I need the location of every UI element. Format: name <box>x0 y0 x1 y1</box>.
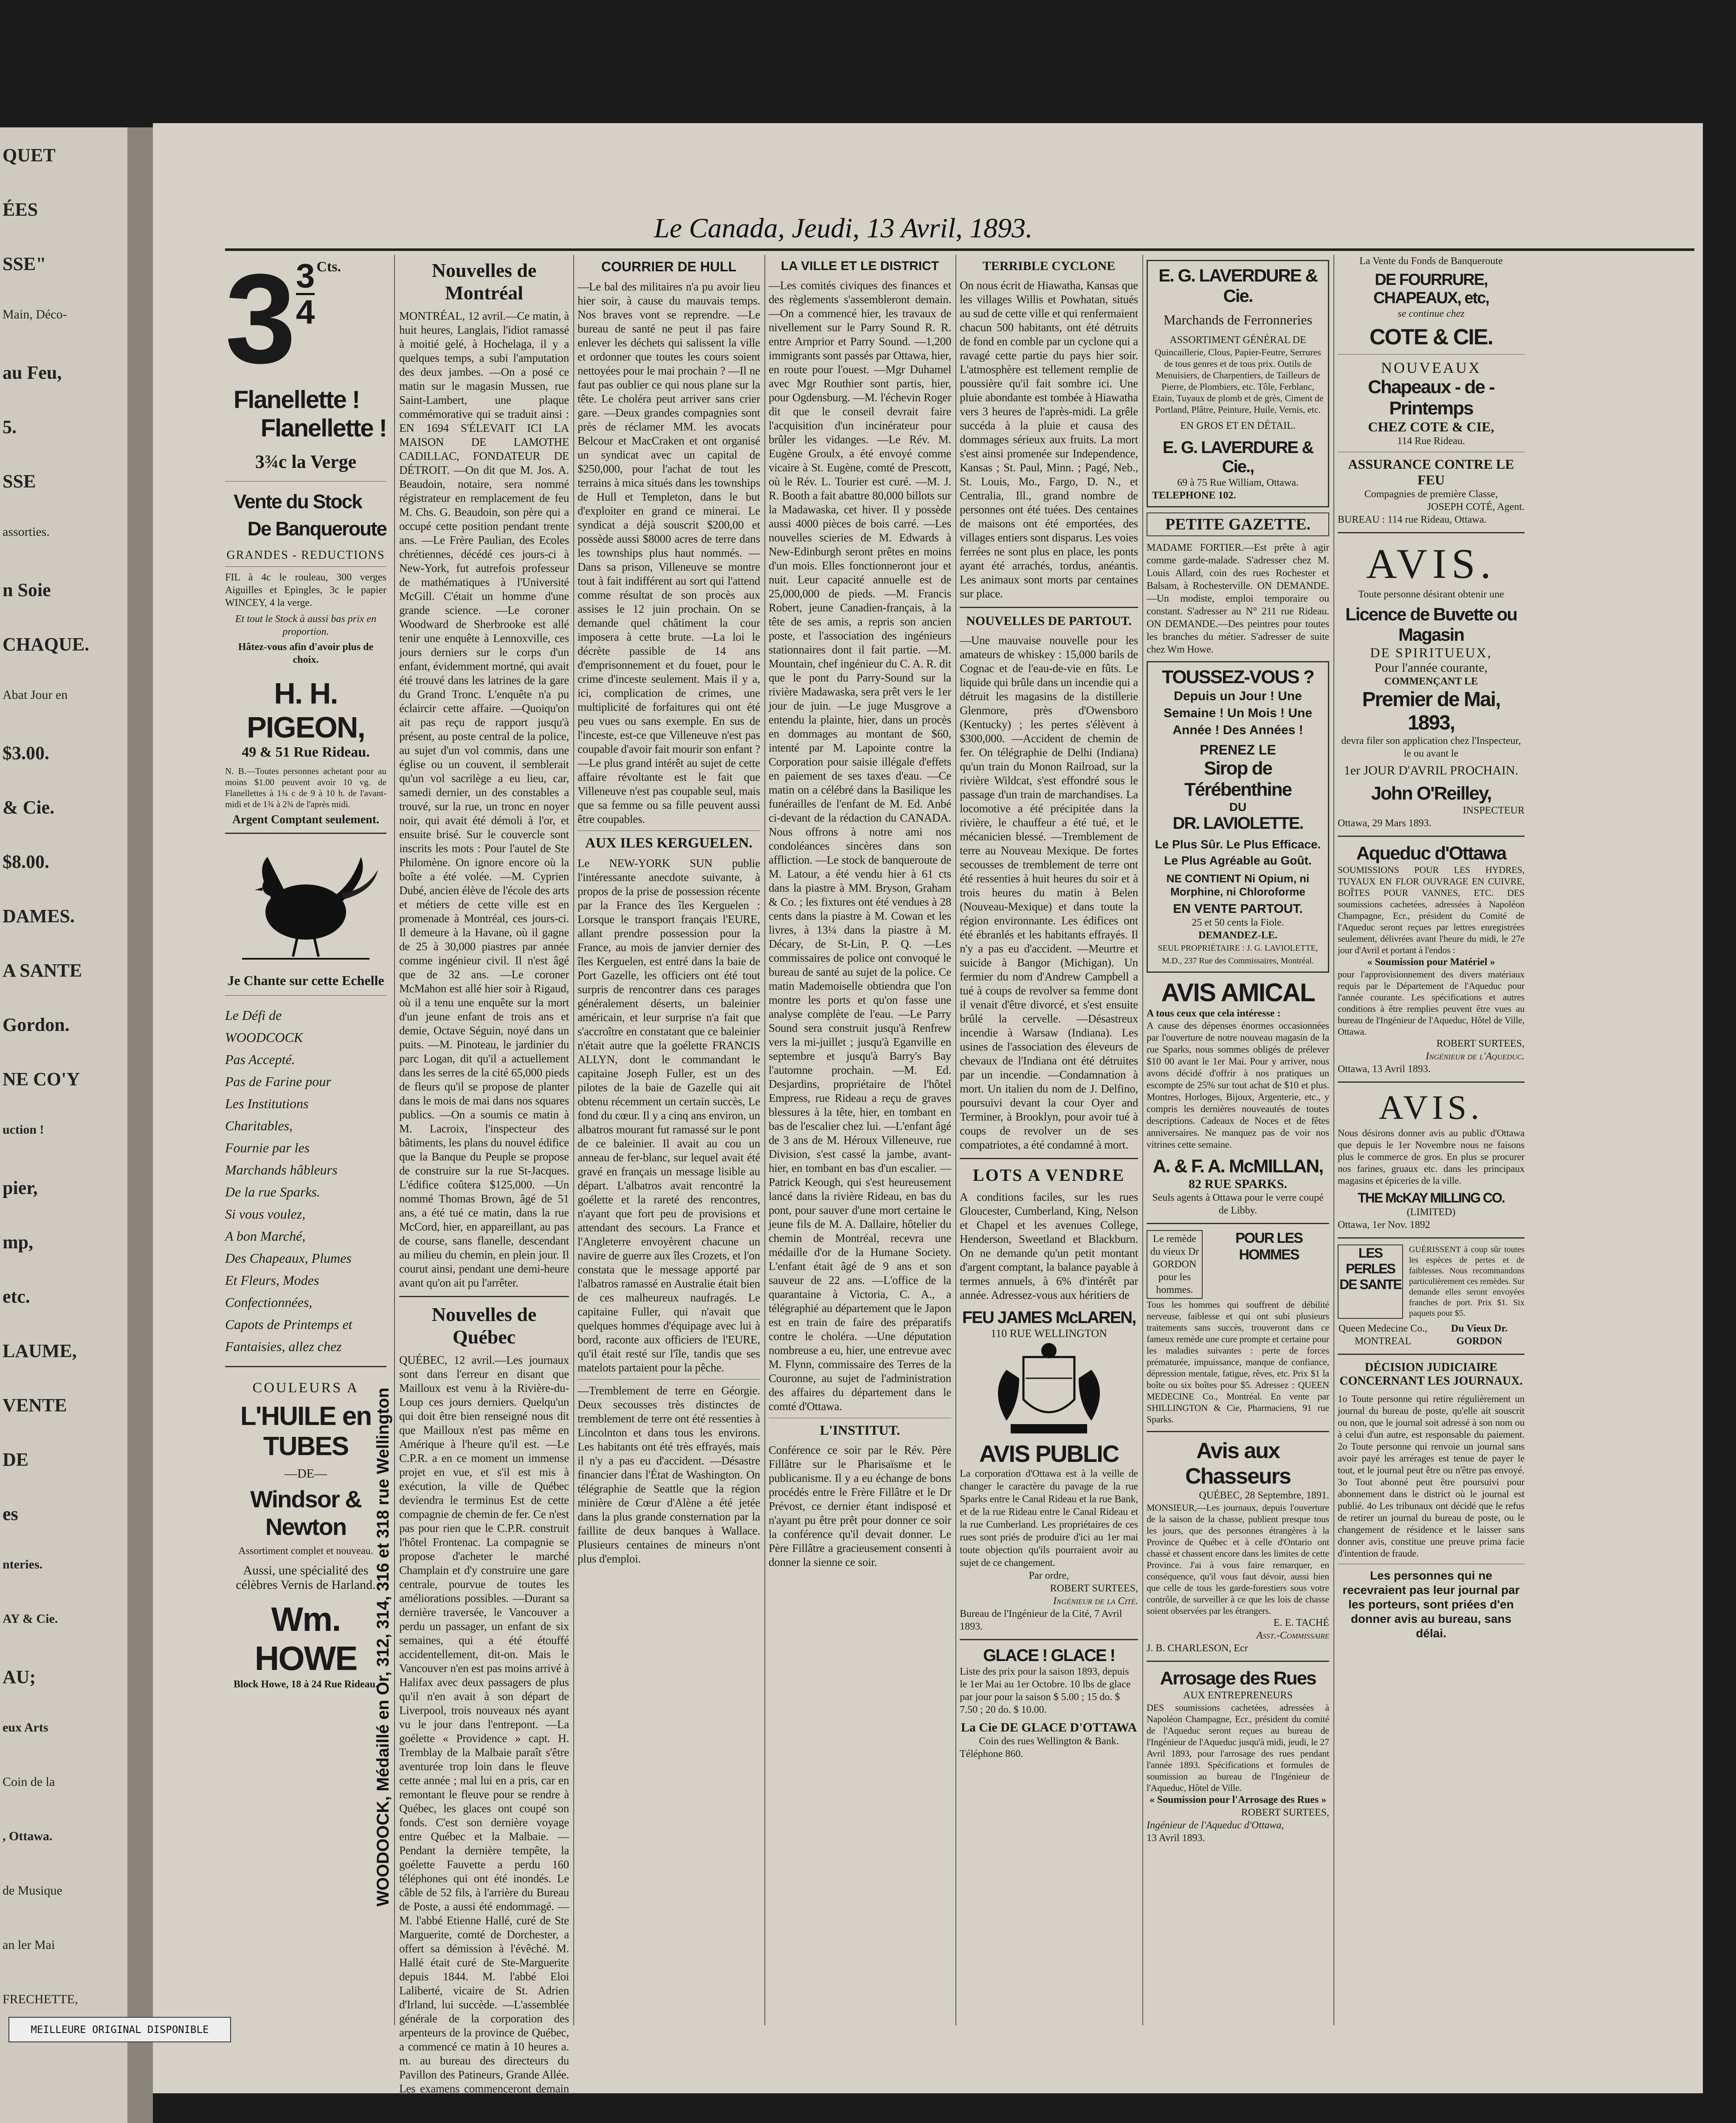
decision-text: 1o Toute personne qui retire régulièrement un journal du bureau de poste, qu'elle ait souscrit ou non, que le journal soit adressé à son nom ou à celui d'un autre, est responsable du paiement. 2o Toute personne qui renvoie un journal sans avoir payé les arrérages est tenue de payer le tout, et le journal peut être ou n'être pas envoyé. 3o Tout abonné peut être poursuivi pour abonnement dans le district où le journal est publié. 4o Les tribunaux ont décidé que le refus de retirer un journal du bureau de poste, ou le changement de résidence et le laisser sans donner avis, constitue une preuve prima facie d'intention de fraude. <box>1338 1394 1525 1559</box>
woodcock-vertical-text: WOODOOCK, Médaillé en Or, 312, 314, 316 et 318 rue Wellington <box>374 1388 392 1906</box>
devra-filer: devra filer son application chez l'Inspecteur, le ou avant le <box>1341 735 1521 759</box>
mckay-milling: THE McKAY MILLING CO. <box>1358 1190 1505 1205</box>
divider <box>225 995 386 996</box>
vernis-harland: Aussi, une spécialité des célèbres Vernis de Harland. <box>236 1563 376 1592</box>
price-fraction: $\frac{3}{4}$ <box>296 257 315 331</box>
prev-page-fragment: pier, <box>3 1177 38 1198</box>
aqueduc-surtees: ROBERT SURTEES, <box>1436 1038 1525 1049</box>
laviolette-ad <box>1147 661 1329 973</box>
sirop-du: DU <box>1229 800 1247 814</box>
prev-page-fragment: es <box>3 1504 18 1524</box>
aqueduc-soumission: « Soumission pour Matériel » <box>1367 957 1495 968</box>
poem-line: Le Défi de <box>225 1008 282 1023</box>
gordon-ad <box>1147 1230 1329 1299</box>
column-rule <box>1333 255 1334 2025</box>
surtees-name-2: ROBERT SURTEES, <box>1241 1807 1329 1818</box>
heading-partout: NOUVELLES DE PARTOUT. <box>966 614 1132 628</box>
divider <box>1338 354 1525 355</box>
heading-kerguelen: AUX ILES KERGUELEN. <box>585 835 752 851</box>
divider <box>1147 1431 1329 1432</box>
avis-2-date: Ottawa, 1er Nov. 1892 <box>1338 1219 1430 1230</box>
column-rule <box>955 255 956 2025</box>
assurance-feu: ASSURANCE CONTRE LE FEU <box>1348 456 1514 487</box>
poem-line: Fantaisies, allez chez <box>225 1339 342 1354</box>
prev-page-fragment: VENTE <box>3 1395 67 1416</box>
poem-line: Et Fleurs, Modes <box>225 1273 319 1288</box>
cote-address: 114 Rue Rideau. <box>1397 436 1465 447</box>
divider <box>960 607 1138 608</box>
prev-page-fragment: LAUME, <box>3 1340 77 1361</box>
column-rule <box>394 255 395 2025</box>
porteurs-notice: Les personnes qui ne recevraient pas leur journal par les porteurs, sont priées d'en donner avis au bureau, sans délai. <box>1342 1569 1520 1640</box>
article-institut: Conférence ce soir par le Rév. Père Fillâtre sur le Pharisaïsme et le publicanisme. Il y a eu échange de bons procédés entre le Frère Fillâtre et le Dr Prévost, ce dernier étant indisposé et n'ayant pu être prêt pour donner ce soir la conférence qu'il devait donner. Le Père Fillâtre a gracieusement consenti à donner la sienne ce soir. <box>769 1444 951 1568</box>
poem-line: A bon Marché, <box>225 1228 306 1244</box>
windsor-newton: Windsor & Newton <box>250 1486 361 1540</box>
spiritueux: DE SPIRITUEUX, <box>1370 645 1492 660</box>
laverdure-name-2: E. G. LAVERDURE & Cie., <box>1162 438 1313 476</box>
sirop-plus: Le Plus Sûr. Le Plus Efficace. Le Plus Agréable au Goût. <box>1155 838 1321 867</box>
chez-cote: CHEZ COTE & CIE, <box>1368 419 1494 434</box>
poem-line: Pas de Farine pour <box>225 1074 331 1089</box>
argent-comptant: Argent Comptant seulement. <box>232 813 380 826</box>
divider <box>1338 1081 1525 1083</box>
poem-line: De la rue Sparks. <box>225 1184 320 1199</box>
arrosage-soumission: « Soumission pour l'Arrosage des Rues » <box>1149 1794 1327 1805</box>
poem-line: Pas Accepté. <box>225 1052 295 1067</box>
best-original-stamp: MEILLEURE ORIGINAL DISPONIBLE <box>8 2017 231 2042</box>
column-ville <box>769 255 951 2025</box>
article-quebec: QUÉBEC, 12 avril.—Les journaux sont dans l'erreur en disant que Mailloux est venu à la Rivière-du-Loup ces jours derniers. Quelqu'un qui doit être bien renseigné nous dit que Mailloux n'est pas même en Amérique à l'heure qu'il est. —Le C.P.R. a en ce moment un immense projet en vue, et s'il est mis à exécution, la ville de Québec deviendra le terminus Est de cette compagnie de chemin de fer. Ce n'est pas pour rien que le C.P.R. construit l'hôtel Frontenac. La compagnie se propose d'acheter le marché Champlain et d'y construire une gare centrale, pourvue de toutes les améliorations possibles. —Durant sa dernière traversée, le Vancouver a perdu un passager, un enfant de six semaines, qui a été étouffé accidentellement, dit-on. Mais le Vancouver n'en est pas moins arrivé à Halifax avec deux passagers de plus qu'il n'en avait à son départ de Liverpool, trois nouveaux nés ayant vu le jour dans l'entrepont. —La goélette « Providence » capt. H. Tremblay de la Malbaie paraît s'être aventurée trop loin dans le fleuve cette année ; mal lui en a pris, car en remontant le fleuve pour se rendre à Québec, les glaces ont coupé son fonds. C'est son dernière voyage entre Québec et la Malbaie. —Pendant la dernière tempête, la goélette Fauvette a perdu 160 téléphones qui ont été inondés. Le câble de 52 fils, à l'arrière du Bureau de Poste, a aussi été endommagé. —M. l'abbé Etienne Hallé, curé de Ste Marguerite, comté de Dorchester, a offert sa démission à l'évêché. M. Hallé était curé de Ste-Marguerite depuis 1844. M. l'abbé Eloi Laliberté, vicaire de St. Adrien d'Irland, lui succède. —L'assemblée générale de la corporation des arpenteurs de la province de Québec, a commencé ce matin à 10 heures a. m. au bureau des directeurs du Pavillon des Patineurs, Grande Allée. Les examens commenceront demain à la même heure et à un autre endroit. Il y a quinze candidats. Un grand <box>399 1354 569 2123</box>
heading-cyclone: TERRIBLE CYCLONE <box>982 259 1116 273</box>
flanellette-1: Flanellette ! <box>234 386 360 414</box>
article-misc: —Tremblement de terre en Géorgie. Deux secousses très distinctes de tremblement de terre ont été ressenties à Lincolnton et dans tous les environs. Les habitants ont été très effrayés, mais il n'y a pas eu d'accident. —Désastre financier dans l'État de Washington. On télégraphie de Seattle que la région minière de Cœur d'Alène a été jetée dans la plus grande consternation par la faillite de deux banques à Wallace. Plusieurs centaines de mineurs n'ont plus d'emploi. <box>578 1384 760 1565</box>
laverdure-ad <box>1147 260 1329 507</box>
glace-text: Liste des prix pour la saison 1893, depuis le 1er Mai au 1er Octobre. 10 lbs de glace par jour pour la saison $ 5.00 ; 15 do. $ 7.50 ; 20 do. $ 10.00. <box>960 1666 1131 1715</box>
avis-amical-sub: A tous ceux que cela intéresse : <box>1147 1008 1281 1019</box>
tache-title: Asst.-Commissaire <box>1256 1630 1329 1641</box>
arrosage-text: DES soumissions cachetées, adressées à Napoléon Champagne, Ecr., président du comité de l'Aqueduc seront reçues au bureau de l'Ingénieur de l'Aqueduc jusqu'à midi, jeudi, le 27 Avril 1893, pour l'arrosage des rues pendant l'année 1893. Spécifications et formules de soumission au bureau de l'Ingénieur de l'Aqueduc, Hôtel de Ville. <box>1147 1702 1329 1793</box>
prev-page-fragment: SSE <box>3 471 36 492</box>
aqueduc-date: Ottawa, 13 Avril 1893. <box>1338 1064 1431 1075</box>
laverdure-telephone: TELEPHONE 102. <box>1152 490 1236 501</box>
article-lots: A conditions faciles, sur les rues Gloucester, Cumberland, King, Nelson et Chapel et les avenues College, Henderson, Sweetland et Blackburn. On ne demande qu'un petit montant d'argent comptant, la balance payable à termes annuels, à 6% d'intérêt par année. Adressez-vous aux héritiers de <box>960 1191 1138 1301</box>
masthead: Le Canada, Jeudi, 13 Avril, 1893. <box>654 213 1033 244</box>
prev-page-fragment: $3.00. <box>3 743 49 763</box>
rooster-illustration <box>225 840 386 967</box>
cote-bureau: BUREAU : 114 rue Rideau, Ottawa. <box>1338 514 1487 525</box>
cote-cie: COTE & CIE. <box>1369 325 1493 349</box>
avis-public-text: La corporation d'Ottawa est à la veille de changer le caractère du pavage de la rue Sparks entre le Canal Rideau et la rue Bank, et de la rue Rideau entre le Canal Rideau et la rue Cumberland. Les propriétaires de ces rues sont priés de produire d'ici au 1er mai toute objection qu'ils pourraient avoir au sujet de ce changement. <box>960 1468 1138 1568</box>
prev-page-fragment: A SANTE <box>3 960 82 981</box>
laverdure-address: 69 à 75 Rue William, Ottawa. <box>1177 477 1299 488</box>
flanellette-2: Flanellette ! <box>260 414 386 442</box>
column-cyclone <box>960 255 1138 2025</box>
grandes-reductions: GRANDES - REDUCTIONS <box>226 549 385 562</box>
poem-line: Marchands hâbleurs <box>225 1162 338 1177</box>
vente-fonds: La Vente du Fonds de Banqueroute <box>1359 256 1503 267</box>
inspecteur: INSPECTEUR <box>1463 805 1525 816</box>
heading-ville-district: LA VILLE ET LE DISTRICT <box>781 259 939 273</box>
prev-page-fragment: DAMES. <box>3 906 75 926</box>
chasseurs-date: QUÉBEC, 28 Septembre, 1891. <box>1199 1490 1329 1501</box>
avis-amical-heading: AVIS AMICAL <box>1161 978 1315 1007</box>
newspaper-page <box>153 123 1703 2123</box>
price-unit: Cts. <box>316 259 341 275</box>
surtees-date-2: 13 Avril 1893. <box>1147 1833 1205 1844</box>
column-rule <box>1142 255 1143 2025</box>
pigeon-name: H. H. PIGEON, <box>247 677 365 744</box>
annee-courante: Pour l'année courante, <box>1374 661 1488 675</box>
price-big: 3 <box>225 247 296 390</box>
joseph-cote: JOSEPH COTÉ, Agent. <box>1427 501 1525 512</box>
laverdure-assort: ASSORTIMENT GÉNÉRAL DE <box>1170 335 1306 346</box>
decision-heading: DÉCISION JUDICIAIRE CONCERNANT LES JOURNAUX. <box>1339 1361 1523 1388</box>
laverdure-items: Quincaillerie, Clous, Papier-Feutre, Serrures de tous genres et de tous prix. Outils de Menuisiers, de Charpentiers, de Tailleurs de Pierre, de Plombiers, etc. Tôle, Ferblanc, Etain, Tuyaux de plomb et de grès, Ciment de Portland, Plâtre, Peinture, Huile, Vernis, etc. <box>1152 347 1324 415</box>
assortiment: Assortiment complet et nouveau. <box>238 1546 373 1557</box>
la-verge: 3¾c la Verge <box>255 451 357 472</box>
laverdure-gros: EN GROS ET EN DÉTAIL. <box>1180 420 1296 431</box>
prev-page-fragment: & Cie. <box>3 797 55 818</box>
poem-line: Fournie par les <box>225 1140 310 1155</box>
aqueduc-text-2: pour l'approvisionnement des divers matériaux requis par le Département de l'Aqueduc pour l'année courante. Les spécifications et autres conditions à être remplies peuvent être vues au bureau de l'Ingénieur de l'Aqueduc, Hôtel de Ville, Ottawa. <box>1338 969 1525 1037</box>
prev-page-fragment: CHAQUE. <box>3 634 90 655</box>
du-vieux-gordon: Du Vieux Dr. GORDON <box>1451 1323 1508 1347</box>
prev-page-fragment: Main, Déco- <box>3 307 67 321</box>
column-rule <box>573 255 574 2025</box>
mcmillan-sub: Seuls agents à Ottawa pour le verre coupé de Libby. <box>1152 1192 1324 1216</box>
tache-name: E. E. TACHÉ <box>1274 1617 1329 1628</box>
heading-lots: LOTS A VENDRE <box>972 1166 1125 1185</box>
poem-line: WOODCOCK <box>225 1030 303 1045</box>
avis-1-date: Ottawa, 29 Mars 1893. <box>1338 818 1432 829</box>
perles-footer <box>1338 1322 1525 1348</box>
price-ad <box>225 247 386 390</box>
sirop-prix: 25 et 50 cents la Fiole. <box>1192 917 1284 928</box>
chasseurs-heading: Avis aux Chasseurs <box>1185 1439 1291 1489</box>
prenez-le: PRENEZ LE <box>1200 742 1276 757</box>
fourrure: DE FOURRURE, CHAPEAUX, etc, <box>1373 271 1489 307</box>
prev-page-fragment: eux Arts <box>3 1720 48 1734</box>
prev-page-fragment: $8.00. <box>3 851 49 872</box>
commencant: COMMENÇANT LE <box>1384 676 1478 687</box>
couleurs: COULEURS A <box>252 1380 359 1396</box>
prev-page-fragment: mp, <box>3 1232 34 1253</box>
divider <box>399 1296 569 1297</box>
heading-quebec: Nouvelles de Québec <box>431 1304 537 1348</box>
chapeaux-printemps: Chapeaux - de - Printemps <box>1368 377 1494 419</box>
sirop-name: Sirop de Térébenthine <box>1184 758 1292 800</box>
signed: Par ordre, <box>1029 1570 1069 1581</box>
prev-page-fragment: n Soie <box>3 580 51 600</box>
article-partout: —Une mauvaise nouvelle pour les amateurs de whiskey : 15,000 barils de Cognac et de l'eau-de-vie en fûts. Le liquide qui brûle dans un incendie qui a détruit les magasins de la distillerie Glenmore, près d'Owensboro (Kentucky) ; les pertes s'élèvent à $300,000. —Accident de chemin de fer. On télégraphie de Delhi (Indiana) qu'un train du Monon Railroad, sur la rivière Wildcat, s'est effondré sous le passage d'un train de marchandises. La locomotive a été précipitée dans la rivière, le chauffeur a été tué, et le mécanicien blessé. —Tremblement de terre au Nouveau Mexique. De fortes secousses de tremblement de terre ont été ressenties à huit heures du soir et à trois heures du matin à Belen (Nouveau-Mexique) et dans toute la région environnante. Les édifices ont été ébranlés et les habitants effrayés. Il n'y a pas eu d'accident. —Meurtre et suicide à Bangor (Michigan). Un fermier du nom d'Andrew Campbell a tué à coups de revolver sa femme dont il venait d'être divorcé, et s'est ensuite brûlé la cervelle. —Désastreux incendie à Warsaw (Indiana). Les usines de l'association des éleveurs de chevaux de l'Indiana ont été détruites par un incendie. —Condamnation à mort. Un italien du nom de J. Delfino, poursuivi devant la cour Oyer and Terminer, à Brooklyn, pour avoir tué à coups de revolver un de ses compatriotes, a été condamné à mort. <box>960 634 1138 1151</box>
huile-tubes: L'HUILE en TUBES <box>240 1402 372 1461</box>
prev-page-fragment: DE <box>3 1449 29 1470</box>
prev-page-fragment: etc. <box>3 1286 30 1307</box>
queen-medecine: Queen Medecine Co., MONTREAL <box>1338 1323 1428 1347</box>
aqueduc-surtees-title: Ingénieur de l'Aqueduc. <box>1426 1051 1525 1062</box>
column-hull <box>578 255 760 2025</box>
heading-courrier-hull: COURRIER DE HULL <box>601 259 737 274</box>
prev-page-fragment: QUET <box>3 145 56 166</box>
glace-telephone: Téléphone 860. <box>960 1749 1023 1760</box>
entrepreneurs: AUX ENTREPRENEURS <box>1183 1690 1293 1701</box>
prev-page-fragment: de Musique <box>3 1884 62 1898</box>
pigeon-address: 49 & 51 Rue Rideau. <box>242 744 370 760</box>
nouveaux: NOUVEAUX <box>1381 359 1481 376</box>
divider <box>960 1158 1138 1159</box>
woodcock-poem <box>225 1004 361 1357</box>
toussez-heading: TOUSSEZ-VOUS ? <box>1162 667 1314 687</box>
premier-mai: Premier de Mai, 1893, <box>1362 688 1500 734</box>
howe-name: Wm. HOWE <box>254 1600 357 1677</box>
column-ads-right <box>1338 255 1525 2025</box>
mclaren-address: 110 RUE WELLINGTON <box>991 1327 1107 1340</box>
divider <box>225 1366 386 1367</box>
article-kerguelen: Le NEW-YORK SUN publie l'intéressante anecdote suivante, à propos de la prise de possession récente par la France des îles Kerguelen : Lorsque le transport français l'EURE, allant prendre possession pour la France, au mois de janvier dernier des îles Kerguelen, est entré dans la baie de Port Gazelle, les officiers ont été tout surpris de rencontrer dans ces parages généralement déserts, un baleinier américain, et leur surprise n'a fait que s'accroître en constatant que ce baleinier n'était autre que la goélette FRANCIS ALLYN, dont le commandant le capitaine Joseph Fuller, est un des pilotes de la baie de Gazelle qui ait obtenu récemment un certain succès, Le fond du cœur. Il y a cinq ans environ, un albatros mourant fut ramassé sur le pont de ce baleinier. Il avait au cou un anneau de fer-blanc, sur lequel avait été gravé en français un message lisible au départ. L'albatros avait rencontré la goélette et la rareté des rencontres, n'ayant que fort peu de provisions et attendant des secours. La France et l'Angleterre envoyèrent chacune un navire de guerre aux îles Crozets, et l'on constata que le message apporté par l'albatros ramassé en Australie était bien de ces malheureux naufragés. Le capitaine Fuller, qui n'avait que quelques hommes d'équipage avec lui à bord, raconte aux officiers de l'EURE, qu'il était resté sur l'île, tandis que ses matelots partaient pour la pêche. <box>578 857 760 1374</box>
aqueduc-heading: Aqueduc d'Ottawa <box>1356 843 1506 864</box>
page-gutter <box>127 127 153 2123</box>
mcmillan-address: 82 RUE SPARKS. <box>1189 1177 1287 1191</box>
oreilley: John O'Reilley, <box>1371 783 1491 804</box>
prev-page-fragment: , Ottawa. <box>3 1829 53 1843</box>
prev-page-fragment: 5. <box>3 417 17 437</box>
hommes-text: Tous les hommes qui souffrent de débilité nerveuse, faiblesse et qui ont subi plusieurs traitements sans succès, trouveront dans ce fameux remède une cure prompte et certaine pour les maladies suivantes : perte de forces prématurée, impuissance, manque de confiance, dépression mentale, fatigue, rêves, etc. Prix $1 la boîte ou six boîtes pour $5. Adressez : QUEEN MEDECINE Co., Montréal. En vente par SHILLINGTON & Cie, Pharmaciens, 91 rue Sparks. <box>1147 1299 1329 1425</box>
poem-line: Les Institutions <box>225 1096 309 1111</box>
surtees-title-2: Ingénieur de l'Aqueduc d'Ottawa, <box>1147 1820 1284 1831</box>
divider <box>1147 1661 1329 1662</box>
previous-page-fragment <box>0 127 127 2123</box>
masthead-rule <box>225 248 1694 251</box>
petite-gazette-text: MADAME FORTIER.—Est prête à agir comme garde-malade. S'adresser chez M. Louis Allard, coin des rues Rochester et Balsam, à Rochesterville. ON DEMANDE.—Un modiste, emploi temporaire ou constant. S'adresser au N° 211 rue Rideau. ON DEMANDE.—Des peintres pour toutes les branches du métier. S'adresser de suite chez Wm Howe. <box>1147 542 1329 655</box>
divider <box>960 1639 1138 1640</box>
howe-address: Block Howe, 18 à 24 Rue Rideau. <box>233 1679 378 1690</box>
sirop-vente: EN VENTE PARTOUT. <box>1173 902 1303 916</box>
nb-text: N. B.—Toutes personnes achetant pour au moins $1.00 peuvent avoir 10 vg. de Flanellettes à 1¾ c de 9 à 10 h. de l'avant-midi et de 1¾ à 2¾ de l'après midi. <box>225 766 386 809</box>
surtees-name: ROBERT SURTEES, <box>1050 1583 1138 1594</box>
vente-stock: Vente du Stock <box>234 490 362 512</box>
prev-page-fragment: au Feu, <box>3 362 62 383</box>
divider <box>1338 1354 1525 1355</box>
divider <box>578 1379 760 1380</box>
prev-page-fragment: Gordon. <box>3 1014 70 1035</box>
glace-address: Coin des rues Wellington & Bank. <box>979 1736 1119 1747</box>
poem-line: Charitables, <box>225 1118 293 1133</box>
poem-line: Si vous voulez, <box>225 1206 306 1222</box>
prev-page-fragment: ÉES <box>3 199 38 220</box>
avis-1-text: Toute personne désirant obtenir une <box>1358 589 1504 600</box>
divider <box>225 833 386 834</box>
prev-page-fragment: assorties. <box>3 525 50 539</box>
perles-text: GUÉRISSENT à coup sûr toutes les espèces de pertes et de faiblesses. Nous recommandons particulièrement ces remèdes. Sur demande elles seront envoyées franches de port. Prix $1. Six paquets pour $5. <box>1409 1245 1525 1318</box>
prev-page-fragment: an ler Mai <box>3 1938 55 1952</box>
mcmillan-name: A. & F. A. McMILLAN, <box>1153 1156 1323 1177</box>
vente-banqueroute: De Banqueroute <box>247 518 386 540</box>
tout-text: Et tout le Stock à aussi bas prix en proportion. <box>235 614 376 637</box>
hatez-text: Hâtez-vous afin d'avoir plus de choix. <box>238 642 374 665</box>
chasseurs-text: MONSIEUR,—Les journaux, depuis l'ouverture de la saison de la chasse, publient presque tous les jours, que des personnes étrangères à la Province de Québec et à celle d'Ontario ont chassé et chassent encore dans les limites de cette Province. J'ai à vous faire remarquer, en conséquence, qu'il vous faut dévoir, aussi bien que celle de tous les garde-forestiers sous votre contrôle, de surveiller à ce que les lois de chasse soient observées par les étrangers. <box>1147 1502 1329 1616</box>
column-ads-left <box>225 247 386 2025</box>
divider <box>225 566 386 567</box>
divider <box>1338 532 1525 533</box>
glace-company: La Cie DE GLACE D'OTTAWA <box>961 1720 1137 1734</box>
avis-heading-1: AVIS. <box>1366 540 1496 587</box>
feu-mclaren: FEU JAMES McLAREN, <box>962 1308 1136 1327</box>
de-separator: —DE— <box>285 1467 327 1481</box>
column-montreal-quebec <box>399 255 569 2123</box>
poem-line: Des Chapeaux, Plumes <box>225 1250 352 1266</box>
compagnies: Compagnies de première Classe, <box>1364 489 1498 500</box>
charleson: J. B. CHARLESON, Ecr <box>1147 1643 1248 1654</box>
fil-text: FIL à 4c le rouleau, 300 verges Aiguilles et Epingles, 3c le papier WINCEY, 4 la verge. <box>225 572 386 608</box>
perles-ad <box>1338 1245 1525 1319</box>
petite-gazette-heading: PETITE GAZETTE. <box>1147 512 1329 536</box>
remede-box: Le remède du vieux Dr GORDON pour les hommes. <box>1147 1230 1203 1299</box>
article-hull: —Le bal des militaires n'a pu avoir lieu hier soir, à cause du mauvais temps. Nos braves vont se reprendre. —Le bureau de santé ne peut il pas faire enlever les déchets qui salissent la ville et ordonner que toutes les cours soient nettoyées pour le mai prochain ? —Il ne faut pas oublier ce qui nous plane sur la tête. Le choléra peut arriver sans crier gare. —Deux grandes compagnies sont près de réclamer MM. les avocats Belcour et MacCraken et ont organisé un syndicat avec un capital de $250,000, pour l'achat de tout les terrains à mica situés dans les townships de Hull et Templeton, dans le but d'exploiter en grand ce minerai. Le syndicat a déjà souscrit $200,00 et possède aussi $8000 acres de terre dans les townships plus haut nommés. —Dans sa prison, Villeneuve se montre tout à fait indifférent au sort qui l'attend comme résultat de son procès aux assises le 12 juin prochain. On se demande quel châtiment la cour imposera à cette brute. —La loi le décrète passible de 14 ans d'emprisonnement et du fouet, pour le crime d'inceste seulement. Mais il y a, ici, complication de crimes, une multiplicité de forfaitures qui ont été peu vues ou sans exemple. En sus de l'inceste, est-ce que Villeneuve n'est pas coupable d'avoir fait mourir son enfant ? —Le plus grand intérêt au sujet de cette affaire révoltante est le fait que Villeneuve n'est pas coupable seul, mais que sa femme ou sa fille peuvent aussi être coupables. <box>578 280 761 825</box>
heading-montreal: Nouvelles de Montréal <box>431 259 537 304</box>
prev-page-fragment: AY & Cie. <box>3 1612 58 1626</box>
sirop-proprio: SEUL PROPRIÉTAIRE : J. G. LAVIOLETTE, M.D., 237 Rue des Commissaires, Montréal. <box>1158 943 1318 966</box>
avis-2-text: Nous désirons donner avis au public d'Ottawa que depuis le 1er Novembre nous ne faisons plus le commerce de gros. En plus se procurer nos farines, gruaux etc. dans les principaux magasins et épiceries de la ville. <box>1338 1128 1525 1186</box>
licence-buvette: Licence de Buvette ou Magasin <box>1345 604 1517 645</box>
prev-page-fragment: AU; <box>3 1667 36 1687</box>
prev-page-fragment: NE CO'Y <box>3 1069 80 1090</box>
toussez-depuis: Depuis un Jour ! Une Semaine ! Un Mois ! Une Année ! Des Années ! <box>1163 689 1313 737</box>
mckay-limited: (LIMITED) <box>1406 1207 1456 1218</box>
poem-line: Confectionnées, <box>225 1295 313 1310</box>
article-montreal: MONTRÉAL, 12 avril.—Ce matin, à huit heures, Langlais, l'idiot ramassé à moitié gelé, à Hochelaga, il y a quelques temps, a subi l'amputation des deux jambes. —On a posé ce matin sur le magasin Mussen, rue Saint-Lambert, une plaque commémorative qui se traduit ainsi : EN 1694 S'ÉLEVAIT ICI LA MAISON DE LAMOTHE CADILLAC, FONDATEUR DE DÉTROIT. —On dit que M. Jos. A. Beaudoin, notaire, sera nommé régistrateur en remplacement de feu M. Chs. G. Beaudoin, son père qui a occupé cette position pendant trente ans. —Le Frère Paulian, des Ecoles chrétiennes, décédé ces jours-ci à New-York, fut autrefois professeur de mathématiques à l'Université McGill. C'était un homme d'une grande science. —Le coroner Woodward de Sherbrooke est allé tenir une enquête à Lennoxville, ces jours derniers sur le corps d'un enfant, évidemment mortné, qui avait été trouvé dans les latrines de la gare du Grand Tronc. L'enquête n'a pu éclaircir cette affaire. —Quoiqu'on ait pas reçu de rapport jusqu'à présent, au poste central de la police, au sujet d'un vol commis, dans une église ou un couvent, il semblerait qu'un vol sacrilège a eu lieu, car, samedi dernier, un des constables a trouvé, sur la rue, un tronc en noyer noir, qui avait été démoli à l'or, et ensuite brisé. Sur le couvercle sont inscrits les mots : Pour l'autel de Ste Philomène. On ignore encore où la boîte a été volée. —M. Cyprien Dubé, ancien élève de l'école des arts et métiers de cette ville est en promenade à Montréal, ces jours-ci. Il demeure à la Havane, où il gagne de 25 à 30,000 piastres par année comme ingénieur civil. Il n'est âgé que de 32 ans. —Le coroner McMahon est allé hier soir à Rigaud, où il a tenu une enquête sur la mort d'un jeune enfant de trois ans et demie, Octave Séguin, noyé dans un puits. —M. Pinoteau, le jardinier du parc Logan, dit qu'il a actuellement dans les serres de la cité 65,000 pieds de fleurs qu'il se propose de planter dans le mois de mai dans nos squares publics. —On a soumis ce matin à M. Lacroix, l'inspecteur des bâtiments, les plans du nouvel édifice que la Banque du Peuple se propose de construire sur la rue St-Jacques. L'édifice coûtera $125,000. —Un nommé Thomas Brown, âgé de 51 ans, a été tué ce matin, dans la rue McCord, hier, en appareillant, au pas de course, sans flanelle, descendant au milieu du chemin, en plein jour. Il courut ainsi, pendant une demi-heure avant qu'on ait pu l'arrêter. <box>399 310 569 1289</box>
divider <box>1338 836 1525 837</box>
prev-page-fragment: Abat Jour en <box>3 688 68 702</box>
avis-heading-2: AVIS. <box>1378 1089 1484 1126</box>
prev-page-fragment: nteries. <box>3 1557 43 1571</box>
dr-laviolette: DR. LAVIOLETTE. <box>1172 814 1303 833</box>
laverdure-marchands: Marchands de Ferronneries <box>1163 312 1313 327</box>
column-ads-middle <box>1147 255 1329 2025</box>
poem-line: Capots de Printemps et <box>225 1317 352 1332</box>
surtees-title: Ingénieur de la Cité. <box>1053 1596 1138 1607</box>
sirop-contient: NE CONTIENT Ni Opium, ni Morphine, ni Chloroforme <box>1166 872 1310 898</box>
continue-chez: se continue chez <box>1398 308 1465 319</box>
prev-page-fragment: SSE" <box>3 253 46 274</box>
aqueduc-text: SOUMISSIONS POUR LES HYDRES, TUYAUX EN FLOR OUVRAGE EN CUIVRE, BOÎTES POUR VANNES, ETC. DES soumissions cachetées, adressées à Napoléon Champagne, Ecr., président du Comité de l'Aqueduc seront reçues par lettres enregistrées seulement, délivrées avant l'heure du midi, le 27e jour d'Avril et portant à l'endos : <box>1338 864 1525 955</box>
avis-amical-text: A cause des dépenses énormes occasionnées par l'ouverture de notre nouveau magasin de la rue Sparks, nous sommes obligés de prélever $10 00 avant le 1er Mai. Pour y arriver, nous avons décidé d'offrir à nos pratiques un escompte de 25% sur tout achat de $10 et plus. Montres, Horloges, Bijoux, Argenterie, etc., y compris les dernières nouveautés de toutes descriptions. Cadeaux de Noces et de fêtes anniversaires. Ne manquez pas de voir nos vitrines cette semaine. <box>1147 1020 1329 1150</box>
glace-heading: GLACE ! GLACE ! <box>983 1646 1115 1665</box>
arrosage-heading: Arrosage des Rues <box>1160 1668 1316 1689</box>
jour-avril: 1er JOUR D'AVRIL PROCHAIN. <box>1344 763 1519 777</box>
prev-page-fragment: Coin de la <box>3 1775 55 1789</box>
chante-caption: Je Chante sur cette Echelle <box>227 973 384 988</box>
laverdure-name: E. G. LAVERDURE & Cie. <box>1158 265 1317 306</box>
prev-page-fragment: uction ! <box>3 1123 44 1137</box>
heading-institut: L'INSTITUT. <box>820 1422 900 1438</box>
divider <box>1147 1223 1329 1224</box>
prev-page-fragment: FRECHETTE, <box>3 1992 78 2006</box>
article-ville: —Les comités civiques des finances et des règlements s'assembleront demain. —On a commencé hier, les travaux de nivellement sur le Parry Sound R. R. entre Arnprior et Parry Sound. —1,200 immigrants sont passés par Ottawa, hier, en route pour l'ouest. —Mgr Duhamel avec Mgr Routhier sont partis, hier, pour Ogdensburg. —M. l'échevin Roger dit que le conseil devrait faire l'acquisition d'un incinérateur pour brûler les vidanges. —Le Rév. M. Eugène Groulx, a été envoyé comme vicaire à St. Eugène, comté de Prescott, où le Rév. L. Tourier est curé. —M. J. R. Booth a fait abattre 80,000 billots sur la Madawaska, cet hiver. Il y possède aussi 4000 pièces de bois carré. —Les nouvelles scieries de M. Edwards à New-Edinburgh seront prêtes en moins d'un mois. Elles fonctionneront jour et nuit. Leur capacité annuelle est de 25,000,000 de pieds. —M. Francis Robert, jeune Canadien-français, à la tête de ses amis, a repris son ancien poste, et l'association des ingénieurs stationnaires dont il fait partie. —M. Mountain, chef ingénieur du C. A. R. dit que le pont du Parry-Sound sur la rivière Madawaska, sera prêt vers le 1er jour de juin. —Le juge Musgrove a entendu la plainte, hier, dans un procès en dommages au montant de $60, intenté par M. Lapointe contre la Corporation pour saisie illégale d'effets en paiement de ses taxes d'eau. —Ce matin on a célébré dans la Basilique les funérailles de l'enfant de M. Ed. Anbé ci-devant de la rédaction du CANADA. Nous offrons à notre ami nos condoléances sincères dans son affliction. —Le stock de banqueroute de M. Latour, a été vendu hier à 61 cts dans la piastre à MM. Bryson, Graham & Co. ; les fixtures ont été vendues à 28 cents dans la piastre à M. Cowan et les livres, à 13¼ dans la piastre à M. Décary, de St-Lin, P. Q. —Les commissaires de police ont convoqué le bureau de santé au sujet de la police. Ce matin Mademoiselle obtiendra que l'on montre les ports et qu'on fasse une analyse complète de l'eau. —Le Parry Sound sera construit jusqu'à Renfrew vers la mi-juillet ; jusqu'à Eganville en septembre et jusqu'à Barry's Bay l'automne prochain. —M. Ed. Desjardins, propriétaire de l'hôtel Empress, rue Rideau a reçu de graves blessures à la tête, hier, en tombant en bas de l'escalier chez lui. —L'enfant âgé de 3 ans de M. Héroux Villeneuve, rue Division, s'est cassé la jambe, avant-hier, en tombant en bas d'un escalier. —Patrick Keough, qui s'est heureusement lancé dans la rivière Rideau, en bas du pont, pour sauver d'une mort certaine le jeune fils de M. A. Dallaire, hôtelier du chemin de Montréal, recevra une médaille d'or de la Humane Society. L'enfant était âgé de 9 ans et son sauveur de 22 ans. —L'office de la quarantaine à Victoria, C. A., a télégraphié au département que le Japon est en train de faire des préparatifs contre le choléra. —Une députation nombreuse a eu, hier, une entrevue avec M. Flynn, commissaire des Terres de la Couronne, au sujet de l'administration des affaires du département dans le comté d'Ottawa. <box>769 279 951 1413</box>
divider <box>1338 1237 1525 1239</box>
coat-of-arms-illustration <box>960 1340 1138 1438</box>
sirop-demandez: DEMANDEZ-LE. <box>1198 930 1277 941</box>
pour-hommes: POUR LES HOMMES <box>1235 1230 1302 1263</box>
surtees-date: Bureau de l'Ingénieur de la Cité, 7 Avril 1893. <box>960 1608 1122 1632</box>
avis-public-heading: AVIS PUBLIC <box>979 1440 1119 1467</box>
perles-heading: LES PERLES DE SANTE <box>1338 1245 1403 1319</box>
column-rule <box>764 255 765 2025</box>
article-cyclone: On nous écrit de Hiawatha, Kansas que les villages Willis et Powhatan, situés au sud de cette ville et qui renfermaient chacun 500 habitants, ont été détruits de fond en comble par un cyclone qui a ravagé cette partie du pays hier soir. L'atmosphère est tellement remplie de poussière qu'il fait sombre ici. Une pluie abondante est tombée à Hiawatha vers 3 heures de l'après-midi. La grêle succéda à la pluie et causa des dommages sérieux aux fruits. La mort s'est ainsi promenée sur Independence, Kansas ; St. Paul, Minn. ; Pagé, Neb., St. Louis, Mo., Fargo, D. N., et Centralia, Ill., grand nombre de personnes ont été tuées. Des centaines de maisons ont été emportées, des villages entiers sont disparus. Les voies ferrées ne sont plus en place, les ponts ayant été arrachés, tordus, anéantis. Les animaux sont morts par centaines sur place. <box>960 279 1138 600</box>
